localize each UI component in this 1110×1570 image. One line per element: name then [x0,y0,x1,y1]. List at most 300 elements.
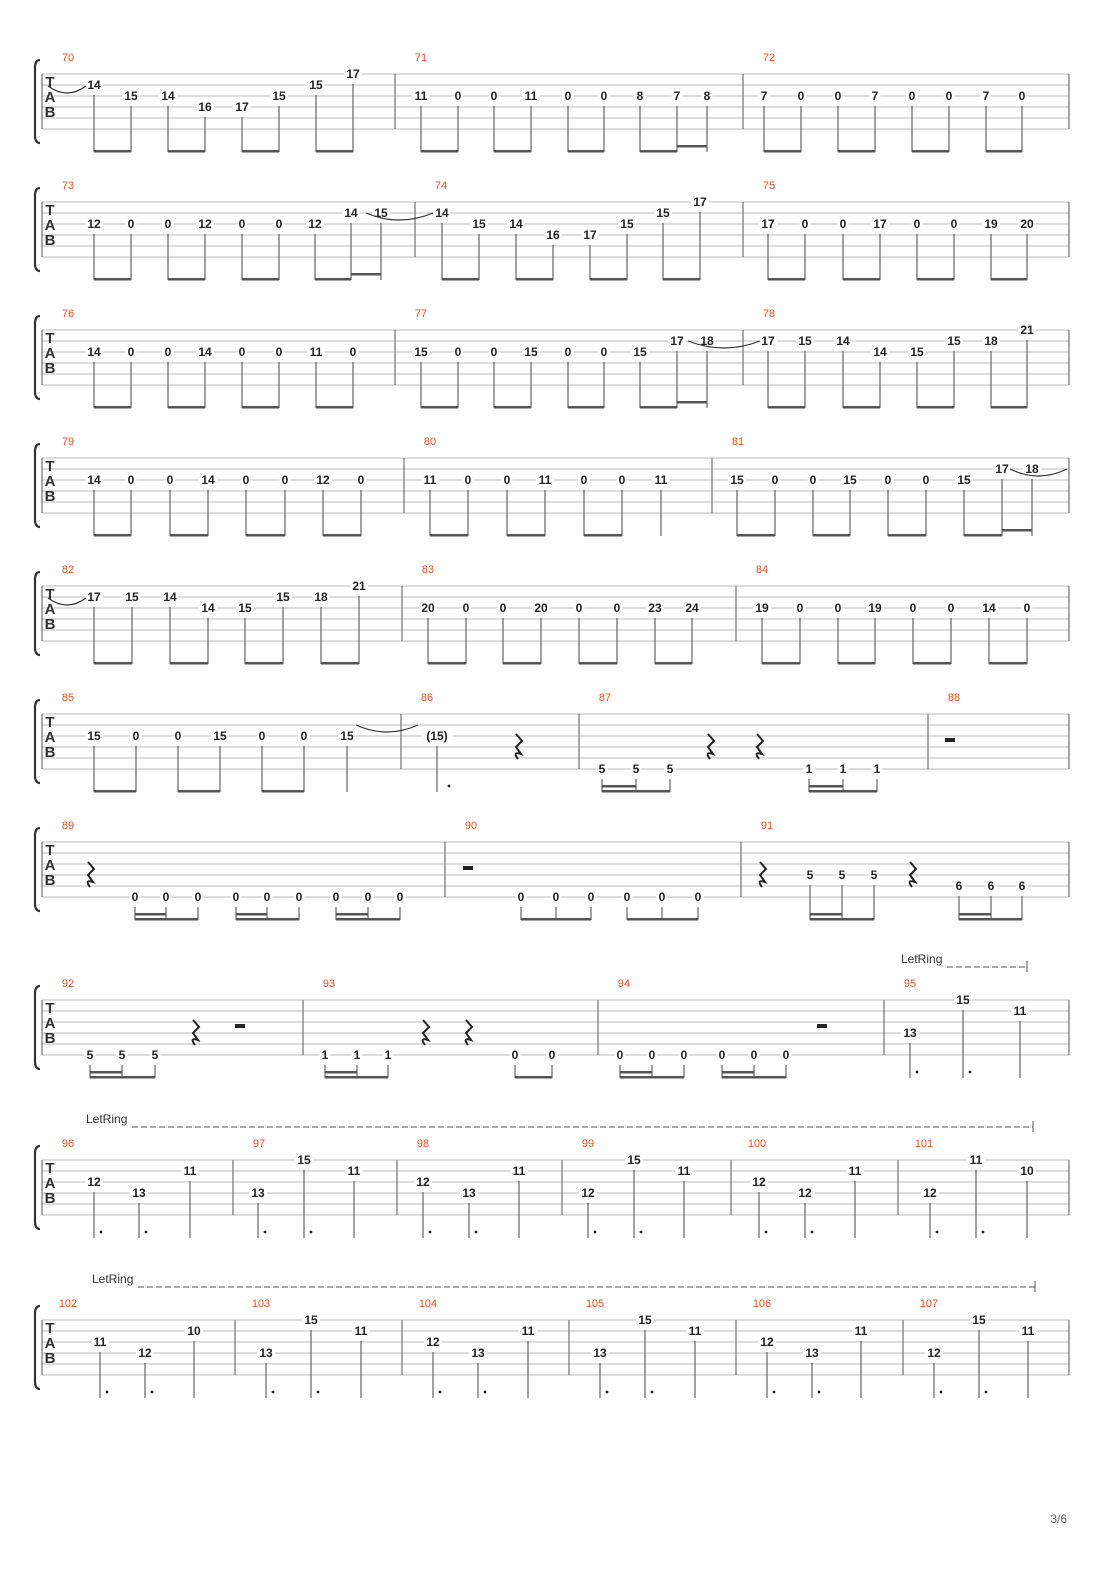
beam [494,150,531,153]
fret-number: 0 [263,890,271,904]
beam [245,662,283,665]
measure-number: 105 [585,1298,605,1310]
tab-system [35,436,1069,537]
beam [90,1076,155,1079]
system-bracket [35,60,40,143]
fret-number: 14 [344,206,358,220]
fret-number: 0 [909,601,917,615]
fret-number: 0 [281,473,289,487]
fret-number: 0 [834,601,842,615]
tab-clef-letter: A [44,89,56,106]
system-bracket [35,1146,40,1229]
beam [991,406,1027,409]
measure-number: 96 [61,1138,75,1150]
beam [640,150,677,153]
fret-number: 11 [354,1324,368,1338]
fret-number: 15 [304,1313,318,1327]
fret-number: 0 [464,473,472,487]
beam [986,150,1022,153]
measure-number: 73 [61,180,75,192]
fret-number: 11 [1021,1324,1035,1338]
fret-number: 0 [454,345,462,359]
measure-number: 81 [731,436,745,448]
page-number: 3/6 [1050,1512,1067,1526]
beam-secondary [810,913,842,916]
fret-number: 11 [414,89,428,103]
beam [316,150,353,153]
half-rest [235,1024,245,1028]
fret-number: 14 [87,78,101,92]
tab-clef-letter: A [44,473,56,490]
fret-number: 15 [524,345,538,359]
fret-number: 0 [771,473,779,487]
fret-number: 5 [838,868,846,882]
fret-number: 5 [151,1048,159,1062]
duration-dot [606,1391,609,1394]
fret-number: 15 [947,334,961,348]
tab-clef-letter: B [44,360,56,377]
fret-number: 13 [462,1186,476,1200]
fret-number: 7 [673,89,681,103]
tie-arc [356,725,418,732]
duration-dot [811,1231,814,1234]
fret-number: 5 [666,762,674,776]
fret-number: 5 [86,1048,94,1062]
beam [521,918,591,921]
measure-number: 77 [414,308,428,320]
beam [321,662,359,665]
duration-dot [936,1231,939,1234]
fret-number: 11 [688,1324,702,1338]
tab-clef-letter: T [45,74,55,91]
fret-number: 15 [627,1153,641,1167]
beam [663,278,700,281]
measure-number: 82 [61,564,75,576]
fret-number: 18 [700,334,714,348]
tab-system [35,692,1069,793]
beam [168,150,205,153]
fret-number: 1 [384,1048,392,1062]
beam-secondary [722,1071,754,1074]
measure-number: 89 [61,820,75,832]
fret-number: 0 [587,890,595,904]
fret-number: 23 [648,601,662,615]
fret-number: 20 [1020,217,1034,231]
tab-system [35,978,1069,1079]
fret-number: 14 [982,601,996,615]
measure-number: 83 [421,564,435,576]
beam [640,406,677,409]
fret-number: 11 [969,1153,983,1167]
fret-number: 0 [680,1048,688,1062]
fret-number: 0 [396,890,404,904]
fret-number: 11 [524,89,538,103]
beam [813,534,850,537]
fret-number: 19 [755,601,769,615]
fret-number: 14 [163,590,177,604]
fret-number: 0 [884,473,892,487]
fret-number: 14 [87,473,101,487]
fret-number: 13 [251,1186,265,1200]
fret-number: 18 [984,334,998,348]
beam-secondary [325,1071,357,1074]
fret-number: 14 [87,345,101,359]
measure-number: 88 [947,692,961,704]
fret-number: 15 [276,590,290,604]
fret-number: 15 [972,1313,986,1327]
fret-number: 19 [868,601,882,615]
fret-number: 1 [321,1048,329,1062]
tab-clef-letter: B [44,1030,56,1047]
fret-number: 0 [357,473,365,487]
measure-number: 95 [903,978,917,990]
duration-dot [317,1391,320,1394]
fret-number: 10 [1020,1164,1034,1178]
fret-number: 17 [670,334,684,348]
fret-number: 15 [272,89,286,103]
beam [323,534,361,537]
fret-number: 17 [235,100,249,114]
fret-number: 0 [718,1048,726,1062]
fret-number: 15 [730,473,744,487]
measure-number: 98 [416,1138,430,1150]
fret-number: 15 [472,217,486,231]
tab-clef-letter: B [44,616,56,633]
fret-number: 0 [839,217,847,231]
beam-secondary [336,913,368,916]
fret-number: 12 [87,217,101,231]
tab-system [35,820,1069,921]
fret-number: 14 [435,206,449,220]
fret-number: 0 [580,473,588,487]
fret-number: 11 [521,1324,535,1338]
fret-number: 11 [848,1164,862,1178]
fret-number: 0 [132,729,140,743]
beam [964,534,1002,537]
fret-number: 7 [871,89,879,103]
system-bracket [35,444,40,527]
measure-number: 76 [61,308,75,320]
measure-number: 74 [434,180,448,192]
tab-clef-letter: A [44,217,56,234]
fret-number: 0 [162,890,170,904]
fret-number: 5 [632,762,640,776]
beam-secondary [135,913,166,916]
fret-number: 16 [198,100,212,114]
duration-dot [651,1391,654,1394]
tab-clef-letter: T [45,1000,55,1017]
beam [516,278,553,281]
fret-number: 0 [945,89,953,103]
fret-number: 11 [423,473,437,487]
fret-number: 0 [913,217,921,231]
fret-number: 21 [352,579,366,593]
fret-number: 19 [984,217,998,231]
beam [168,278,205,281]
fret-number: 0 [349,345,357,359]
fret-number: 16 [546,228,560,242]
fret-number: 24 [685,601,699,615]
fret-number: 12 [581,1186,595,1200]
fret-number: 12 [927,1346,941,1360]
fret-number: 12 [760,1335,774,1349]
fret-number: 0 [275,217,283,231]
beam [94,150,131,153]
fret-number: 0 [194,890,202,904]
fret-number: 0 [511,1048,519,1062]
duration-dot [106,1391,109,1394]
beam-secondary [959,913,991,916]
beam [168,406,205,409]
tab-clef-letter: T [45,1160,55,1177]
tab-clef-letter: B [44,872,56,889]
measure-number: 104 [418,1298,438,1310]
fret-number: 0 [658,890,666,904]
fret-number: 0 [174,729,182,743]
fret-number: 7 [982,89,990,103]
fret-number: 13 [903,1026,917,1040]
measure-number: 97 [252,1138,266,1150]
fret-number: 15 [297,1153,311,1167]
duration-dot [264,1231,267,1234]
beam [242,406,279,409]
tab-clef-letter: B [44,1190,56,1207]
beam-secondary [677,145,707,148]
duration-dot [818,1391,821,1394]
beam-secondary [602,785,636,788]
measure-number: 100 [747,1138,767,1150]
fret-number: 14 [201,473,215,487]
fret-number: 17 [583,228,597,242]
fret-number: 12 [87,1175,101,1189]
fret-number: 0 [922,473,930,487]
fret-number: 11 [512,1164,526,1178]
system-bracket [35,700,40,783]
measure-number: 106 [752,1298,772,1310]
beam [620,1076,684,1079]
beam [94,790,136,793]
measure-number: 101 [914,1138,934,1150]
duration-dot [594,1231,597,1234]
duration-dot [969,1071,972,1074]
measure-number: 71 [414,52,428,64]
fret-number: 17 [995,462,1009,476]
beam [325,1076,388,1079]
tab-clef-letter: T [45,586,55,603]
measure-number: 93 [322,978,336,990]
fret-number: 0 [127,345,135,359]
beam-secondary [1002,529,1032,532]
system-bracket [35,828,40,911]
fret-number: 0 [548,1048,556,1062]
beam [236,918,299,921]
fret-number: 15 [656,206,670,220]
fret-number: 0 [275,345,283,359]
beam [989,662,1027,665]
fret-number: 15 [238,601,252,615]
fret-number: 0 [242,473,250,487]
fret-number: 14 [836,334,850,348]
measure-number: 107 [919,1298,939,1310]
fret-number: 15 [124,89,138,103]
fret-number: 1 [353,1048,361,1062]
fret-number: 12 [416,1175,430,1189]
measure-number: 78 [762,308,776,320]
fret-number: 0 [618,473,626,487]
tab-clef-letter: B [44,104,56,121]
beam [762,662,800,665]
duration-dot [151,1391,154,1394]
fret-number: 15 [414,345,428,359]
tab-system [35,308,1069,409]
fret-number: 0 [600,89,608,103]
measure-number: 99 [581,1138,595,1150]
fret-number: 0 [648,1048,656,1062]
beam [838,150,875,153]
fret-number: 11 [538,473,552,487]
system-bracket [35,1306,40,1389]
fret-number: 17 [761,334,775,348]
fret-number: 15 [638,1313,652,1327]
beam [442,278,479,281]
fret-number: 0 [332,890,340,904]
fret-number: 5 [870,868,878,882]
duration-dot [982,1231,985,1234]
tab-clef-letter: A [44,1175,56,1192]
beam-secondary [90,1071,122,1074]
tab-clef-letter: T [45,202,55,219]
fret-number: 15 [956,993,970,1007]
fret-number: 12 [923,1186,937,1200]
fret-number: 17 [693,195,707,209]
fret-number: 0 [364,890,372,904]
fret-number: 8 [703,89,711,103]
fret-number: 11 [183,1164,197,1178]
beam-secondary [351,273,381,276]
let-ring-label: LetRing [901,952,943,966]
beam [242,278,279,281]
fret-number: 14 [161,89,175,103]
tab-clef-letter: A [44,601,56,618]
fret-number: 0 [503,473,511,487]
fret-number: 15 [87,729,101,743]
beam [246,534,285,537]
beam [809,790,877,793]
tab-clef-letter: T [45,714,55,731]
fret-number: 20 [534,601,548,615]
fret-number: 11 [309,345,323,359]
duration-dot [773,1391,776,1394]
beam [430,534,468,537]
fret-number: 6 [955,879,963,893]
fret-number: 18 [1025,462,1039,476]
fret-number: 15 [910,345,924,359]
fret-number: 17 [346,67,360,81]
fret-number: 18 [314,590,328,604]
system-bracket [35,188,40,271]
beam [336,918,400,921]
beam [507,534,545,537]
duration-dot [475,1231,478,1234]
fret-number: 0 [801,217,809,231]
beam [515,1076,552,1079]
fret-number: 0 [166,473,174,487]
fret-number: 5 [806,868,814,882]
let-ring-label: LetRing [92,1272,134,1286]
beam [584,534,622,537]
measure-number: 91 [760,820,774,832]
beam [917,278,954,281]
measure-number: 92 [61,978,75,990]
fret-number: 14 [201,601,215,615]
fret-number: 0 [613,601,621,615]
fret-number: 0 [1023,601,1031,615]
measure-number: 75 [762,180,776,192]
fret-number: 0 [564,345,572,359]
beam [178,790,220,793]
fret-number: 20 [421,601,435,615]
measure-number: 72 [762,52,776,64]
beam [421,150,458,153]
beam [627,918,698,921]
fret-number: 0 [295,890,303,904]
tab-clef-letter: A [44,1335,56,1352]
fret-number: 0 [131,890,139,904]
fret-number: 0 [782,1048,790,1062]
fret-number: 14 [198,345,212,359]
tab-clef-letter: T [45,1320,55,1337]
fret-number: 12 [752,1175,766,1189]
beam [843,278,880,281]
beam [768,406,805,409]
beam [838,662,875,665]
fret-number: 17 [761,217,775,231]
fret-number: 1 [805,762,813,776]
beam-secondary [236,913,267,916]
fret-number: 0 [564,89,572,103]
fret-number: 0 [809,473,817,487]
fret-number: 17 [87,590,101,604]
beam [242,150,279,153]
duration-dot [100,1231,103,1234]
fret-number: 0 [623,890,631,904]
system-bracket [35,986,40,1069]
beam [764,150,801,153]
duration-dot [439,1391,442,1394]
system-bracket [35,316,40,399]
fret-number: 15 [374,206,388,220]
duration-dot [640,1231,643,1234]
fret-number: 11 [677,1164,691,1178]
measure-number: 85 [61,692,75,704]
tab-system [35,52,1069,153]
fret-number: (15) [426,729,448,743]
fret-number: 6 [1018,879,1026,893]
beam [602,790,670,793]
fret-number: 12 [138,1346,152,1360]
beam [170,534,208,537]
fret-number: 0 [600,345,608,359]
half-rest [945,738,955,742]
fret-number: 15 [798,334,812,348]
half-rest [817,1024,827,1028]
measure-number: 80 [423,436,437,448]
fret-number: 0 [908,89,916,103]
measure-number: 102 [58,1298,78,1310]
fret-number: 11 [347,1164,361,1178]
tab-clef-letter: A [44,345,56,362]
duration-dot [145,1231,148,1234]
